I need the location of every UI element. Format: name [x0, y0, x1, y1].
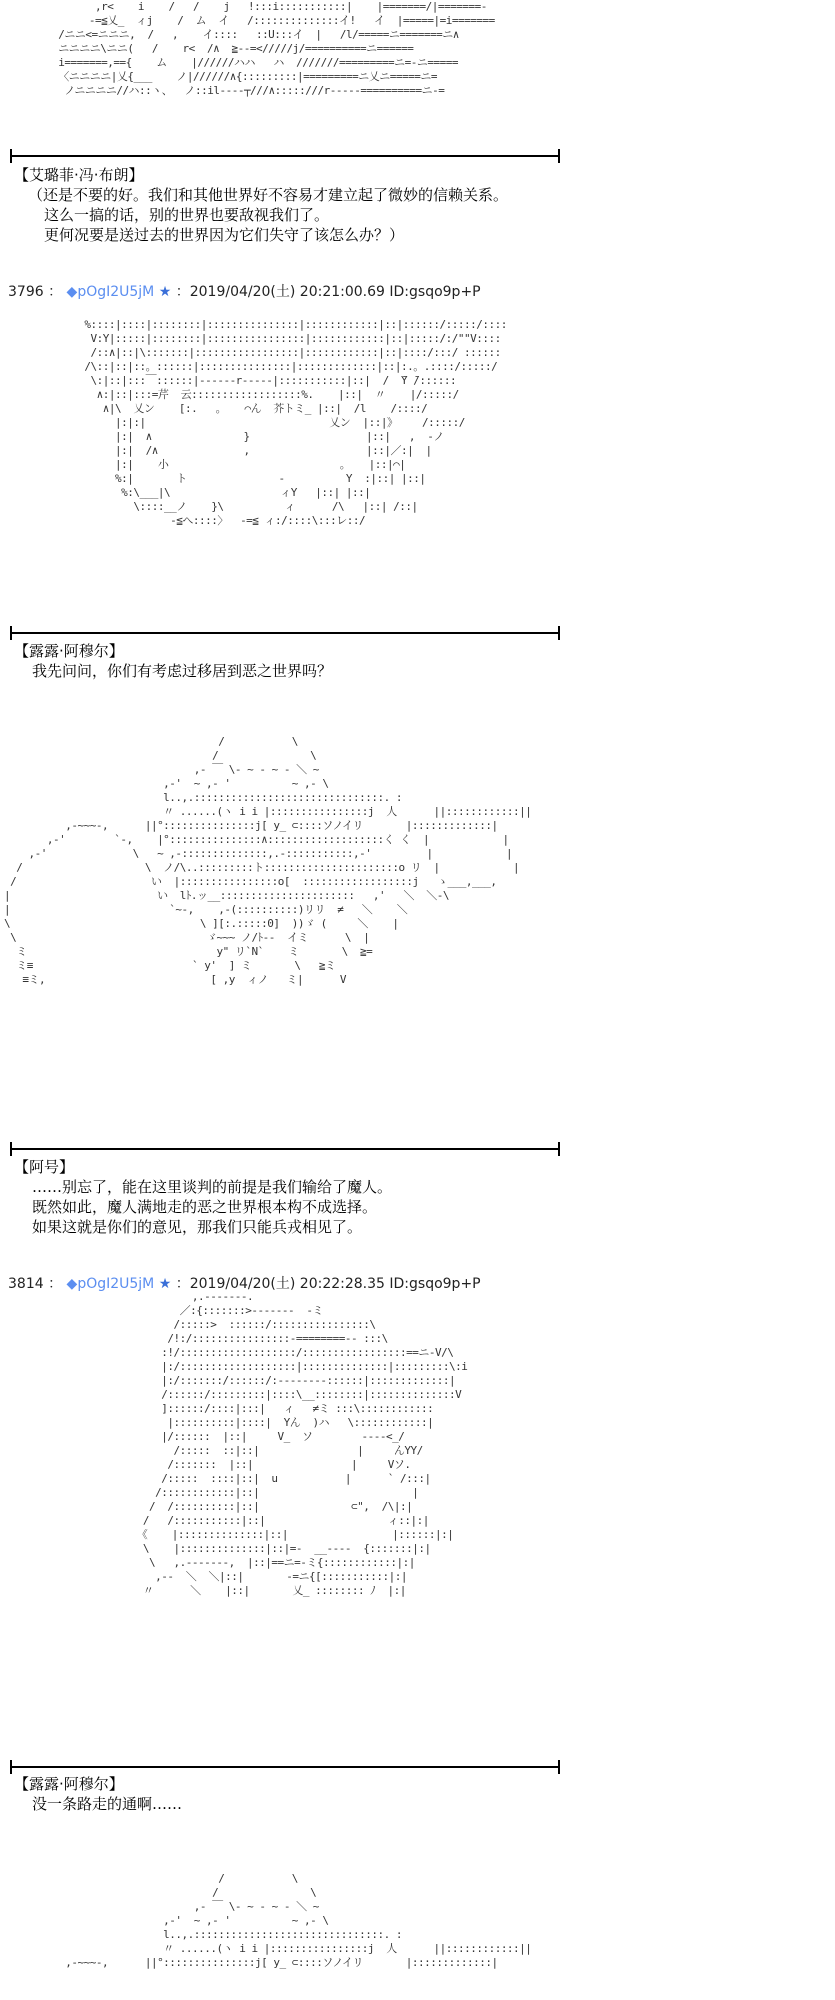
dialogue-line: 我先问问，你们有考虑过移居到恶之世界吗？ — [32, 662, 333, 680]
ascii-art-character: %::::|::::|::::::::|:::::::::::::::|::::::::::::|::|::::::/:::::/:::: V:Y|:::::|::::::::|::::::::::::::::|::::::::::::|::|:::::/:/""V:::: /::∧|::|\:::::::|:::::::::::::::::|::::::::::::|::|::::/:::/ :::::: /\::|::|::。::::::|:::::::::::::::|:::::::::::::|::|:.。.::::/:::::/ \:|::|:::￣::::::|------r-----|:::::::::::|::| / ̄Y ̄/:::::: ∧:|::|:::=芹 云::::::::::::::::::%. |::| 〃 |/:::::/ ∧|\ 乂ン [:. 。 ⌒ん 芥トミ_ |::| /l /::::/ |:|:| 乂ン |::|》 /:::::/ |:| ∧ } |::| , -ノ |:| /∧ , |::|／:| | |:| 小 。 |::|⌒| %:| ト - Y :|::| |::| %:\___|\ ィY |::| |::| \::::__ノ }\ ィ /\ |::| /::| -≦へ::::〉 -=≦ ィ:/::::\:::レ::/ — [84, 318, 507, 527]
post-trip[interactable]: ◆pOgI2U5jM — [66, 1276, 155, 1292]
post-number: 3814 — [8, 1276, 44, 1292]
divider — [10, 1766, 560, 1768]
post-datetime: ：2019/04/20(土) 20:22:28.35 ID:gsqo9p+P — [175, 1276, 481, 1292]
divider — [10, 155, 560, 157]
post-datetime: ：2019/04/20(土) 20:21:00.69 ID:gsqo9p+P — [175, 284, 481, 300]
post-separator: ： — [48, 1276, 63, 1292]
post-number: 3796 — [8, 284, 44, 300]
dialogue-line: 这么一搞的话，别的世界也要敌视我们了。 — [44, 206, 330, 224]
dialogue-line: 没一条路走的通啊…… — [32, 1795, 183, 1813]
ascii-art-top: ,r< i / / j !:::i:::::::::::| |=======/|=======- -=≦乂_ ィj / ム イ /::::::::::::::イ! イ |=====|=i======= /ニニ<=ニニニ, / , イ:::: ::U:::イ | /l/=====ニ=======ニ∧ ニニニニ\ニニ( / r< /∧ ≧--=</////j/==========ニ====== i=======,=={ ム |//////ハハ ハ ///////=========ニ=-ニ===== 〈ニニニニ|乂{___ ノ|//////∧{:::::::::|=========ニ乂ニ=====ニ= ノニニニニ//ハ::ヽ、 ノ::il----┬///∧:::::///r-----==========ニ-= — [58, 0, 495, 97]
ascii-art-creature: / \ / \ ,- ￣ \- ~ - ~ - ＼ ~ ,-' ~ ,- ' ~ ,- \ l..,.:::::::::::::::::::::::::::::::. : 〃 ......(ヽ i i |::::::::::::::::j 人 ||::::::::::::|| ,-~~~-, ||°:::::::::::::::j[ y_ ⊂::::ソノイリ |:::::::::::::| — [65, 1872, 532, 1969]
divider — [10, 632, 560, 634]
dialogue-line: 如果这就是你们的意见，那我们只能兵戎相见了。 — [32, 1218, 363, 1236]
post-trip[interactable]: ◆pOgI2U5jM — [66, 284, 155, 300]
speaker-name: 【露露·阿穆尔】 — [14, 1775, 124, 1793]
speaker-name: 【阿号】 — [14, 1158, 75, 1176]
dialogue-line: （还是不要的好。我们和其他世界好不容易才建立起了微妙的信赖关系。 — [28, 186, 509, 204]
post-separator: ： — [48, 284, 63, 300]
ascii-art-character: ,.-------. ／:{:::::::>------- -ミ /:::::> ::::::/::::::::::::::::\ /!:/::::::::::::::::-========-- :::\ :!/:::::::::::::::::::/:::::::::::::::::==ニ-V/\ |:/:::::::::::::::::::|::::::::::::::|:::::::::\:i |:/:::::::/::::::/:--------::::::|:::::::::::::| /::::::/:::::::::|::::\__::::::::|::::::::::::::V ]::::::/::::|:::| ィ ≠ミ :::\:::::::::::: |::::::::::|::::| Yん )ハ \::::::::::::| |/:::::: |::| V_ ソ ----<_/ /::::: ::|::| | んYY/ /::::::: |::| | Vソ. /::::: ::::|::| u | ` /:::| /::::::::::::|::| | / /::::::::::|::| ⊂", /\|:| / /:::::::::::|::| ィ::|:| 《 |::::::::::::::|::| |::::::|:| \ |::::::::::::::|::|=- __---- {:::::::|:| \ ,.-------, |::|==ニ=-ミ{::::::::::::|:| ,-- ＼ ＼|::| -=ニ{[:::::::::::|:| 〃 ＼ |::| 乂_ :::::::: ﾉ |:| — [136, 1290, 468, 1597]
ascii-art-creature: / \ / \ ,- ￣ \- ~ - ~ - ＼ ~ ,-' ~ ,- ' ~ ,- \ l..,.:::::::::::::::::::::::::::::::. : 〃 ......(ヽ i i |::::::::::::::::j 人 ||::::::::::::|| ,-~~~-, ||°:::::::::::::::j[ y_ ⊂::::ソノイリ |:::::::::::::| ,-' `-, |°:::::::::::::::∧:::::::::::::::::::く く | | ,-' \ ~ ,-::::::::::::::,.-:::::::::::,-' | | / \ ノ/\..:::::::::ト::::::::::::::::::::::o リ | | / い |::::::::::::::::o[ ::::::::::::::::::j ゝ___,___, | い lﾄ.ッ__:::::::::::::::::::::: ,' ＼ ＼-\ | `~-, ,-(::::::::::)リリ ≠ ＼ ＼ \ \ ][:.:::::0] ))ゞ ( ＼ | \ ゞ~~~ ノ/ﾄ-- イミ \ | ミ y" リ`N` ミ \ ≧= ミ≡ ` y' ] ミ \ ≧ミ ≡ミ, [ ,y ィノ ミ| V — [4, 735, 532, 986]
dialogue-line: 更何况要是送过去的世界因为它们失守了该怎么办？） — [44, 226, 405, 244]
star-icon: ★ — [158, 1276, 172, 1292]
speaker-name: 【露露·阿穆尔】 — [14, 642, 124, 660]
divider — [10, 1148, 560, 1150]
dialogue-line: ……别忘了，能在这里谈判的前提是我们输给了魔人。 — [32, 1178, 393, 1196]
dialogue-line: 既然如此，魔人满地走的恶之世界根本构不成选择。 — [32, 1198, 378, 1216]
speaker-name: 【艾璐菲·冯·布朗】 — [14, 166, 144, 184]
star-icon: ★ — [158, 284, 172, 300]
post-header — [8, 283, 481, 301]
